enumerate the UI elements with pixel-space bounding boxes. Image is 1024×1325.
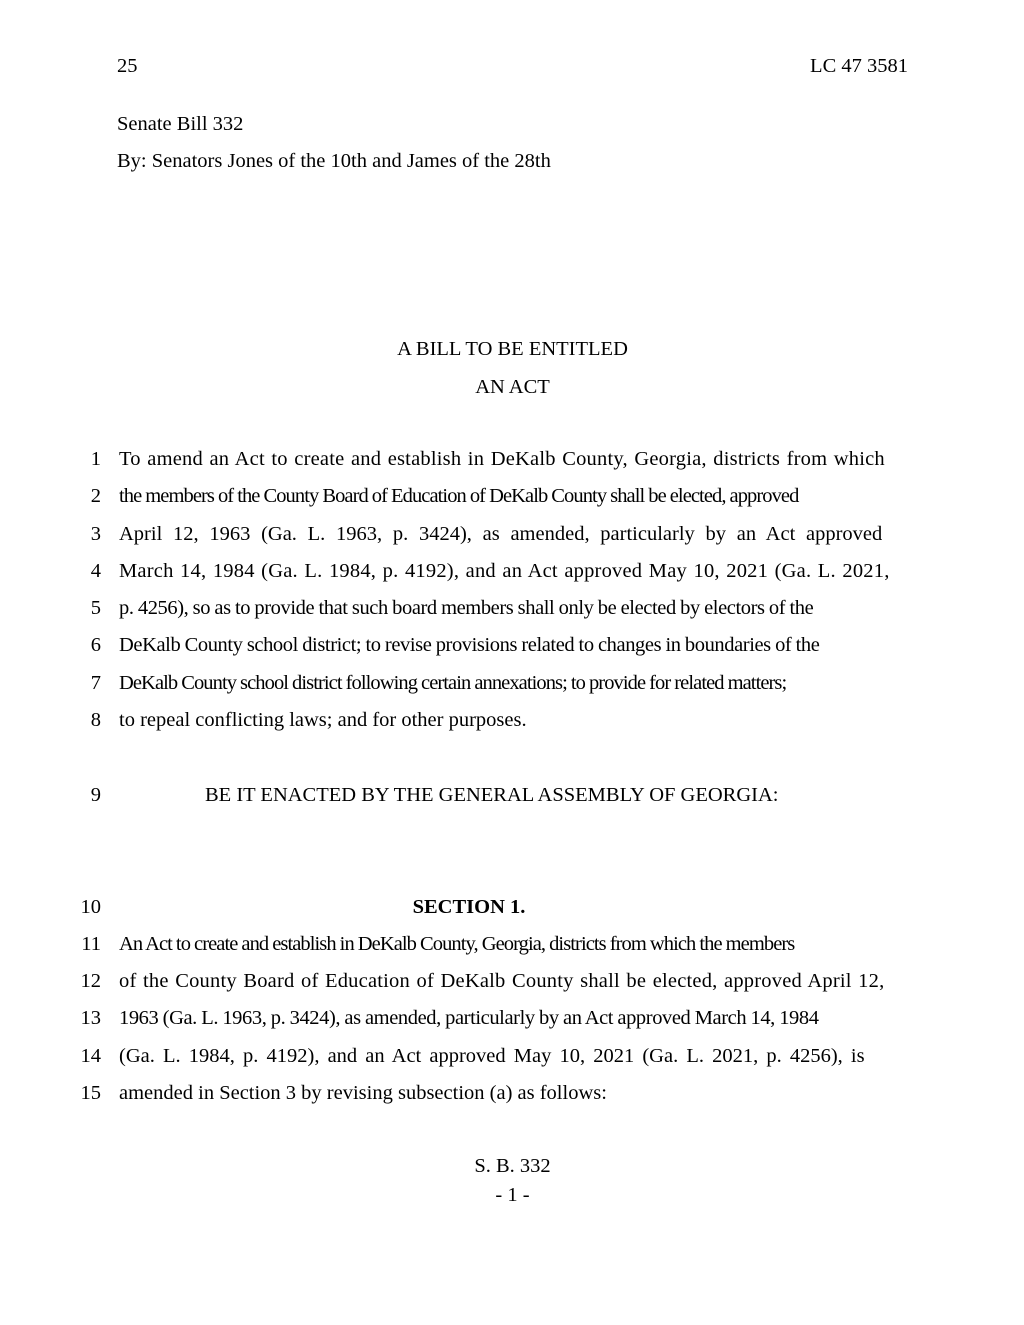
act-heading-an-act: AN ACT bbox=[475, 376, 550, 398]
line-text: April 12, 1963 (Ga. L. 1963, p. 3424), as amended, particularly by an Act approved bbox=[119, 522, 883, 545]
document-footer bbox=[117, 1152, 908, 1210]
line-number: 11 bbox=[81, 932, 101, 955]
body-line bbox=[0, 1075, 1024, 1112]
bill-sponsors-line: By: Senators Jones of the 10th and James of the 28th bbox=[117, 150, 551, 172]
section-heading: SECTION 1. bbox=[412, 895, 526, 918]
body-line bbox=[0, 665, 1024, 702]
line-number: 15 bbox=[80, 1082, 101, 1105]
line-text: DeKalb County school district; to revise provisions related to changes in boundaries of the bbox=[119, 634, 820, 657]
line-number: 1 bbox=[90, 448, 101, 470]
line-text: of the County Board of Education of DeKalb County shall be elected, approved April 12, bbox=[119, 970, 885, 993]
line-text: (Ga. L. 1984, p. 4192), and an Act approved May 10, 2021 (Ga. L. 2021, p. 4256), is bbox=[119, 1044, 865, 1067]
line-number: 10 bbox=[80, 895, 101, 918]
line-text: To amend an Act to create and establish in DeKalb County, Georgia, districts from which bbox=[119, 448, 885, 470]
line-number: 5 bbox=[90, 597, 101, 620]
body-line bbox=[0, 963, 1024, 1000]
line-text: p. 4256), so as to provide that such board members shall only be elected by electors of the bbox=[119, 597, 814, 620]
body-line bbox=[0, 702, 1024, 739]
body-line bbox=[0, 926, 1024, 963]
body-line bbox=[0, 516, 1024, 553]
body-line bbox=[0, 889, 1024, 926]
body-line bbox=[0, 590, 1024, 627]
line-number: 4 bbox=[90, 559, 101, 582]
line-text: March 14, 1984 (Ga. L. 1984, p. 4192), and an Act approved May 10, 2021 (Ga. L. 2021, bbox=[119, 559, 890, 582]
document-header bbox=[117, 56, 908, 77]
numbered-body-lines bbox=[0, 441, 1024, 1112]
footer-bill-short: S. B. 332 bbox=[474, 1155, 551, 1177]
line-number: 2 bbox=[90, 485, 101, 508]
header-page-marker: 25 bbox=[117, 55, 138, 77]
line-number: 7 bbox=[90, 671, 101, 694]
body-line bbox=[0, 1038, 1024, 1075]
line-number: 9 bbox=[90, 783, 101, 806]
body-line bbox=[0, 478, 1024, 515]
bill-identification-block bbox=[117, 106, 917, 180]
line-text: DeKalb County school district following certain annexations; to provide for related matters; bbox=[119, 671, 787, 694]
line-number: 8 bbox=[90, 709, 101, 732]
line-text: 1963 (Ga. L. 1963, p. 3424), as amended, particularly by an Act approved March 14, 1984 bbox=[119, 1007, 819, 1030]
body-line bbox=[0, 1000, 1024, 1037]
bill-number-line: Senate Bill 332 bbox=[117, 113, 244, 135]
line-number: 6 bbox=[90, 634, 101, 657]
body-line bbox=[0, 553, 1024, 590]
line-number: 14 bbox=[80, 1044, 101, 1067]
line-text: the members of the County Board of Education of DeKalb County shall be elected, approved bbox=[119, 485, 799, 508]
line-text: to repeal conflicting laws; and for other purposes. bbox=[119, 709, 527, 732]
paragraph-gap bbox=[0, 814, 1024, 851]
body-line bbox=[0, 777, 1024, 814]
header-lc-number: LC 47 3581 bbox=[810, 55, 908, 77]
act-heading-entitled: A BILL TO BE ENTITLED bbox=[397, 338, 628, 360]
line-number: 3 bbox=[90, 522, 101, 545]
paragraph-gap bbox=[0, 851, 1024, 888]
line-text: BE IT ENACTED BY THE GENERAL ASSEMBLY OF GEORGIA: bbox=[205, 783, 779, 806]
footer-page-number: - 1 - bbox=[495, 1184, 530, 1206]
line-number: 12 bbox=[80, 970, 101, 993]
body-line bbox=[0, 627, 1024, 664]
line-number: 13 bbox=[80, 1007, 101, 1030]
paragraph-gap bbox=[0, 739, 1024, 776]
act-headings-block bbox=[117, 330, 908, 406]
line-text: An Act to create and establish in DeKalb County, Georgia, districts from which the members bbox=[119, 932, 795, 955]
line-text: amended in Section 3 by revising subsection (a) as follows: bbox=[119, 1082, 607, 1105]
body-line bbox=[0, 441, 1024, 478]
